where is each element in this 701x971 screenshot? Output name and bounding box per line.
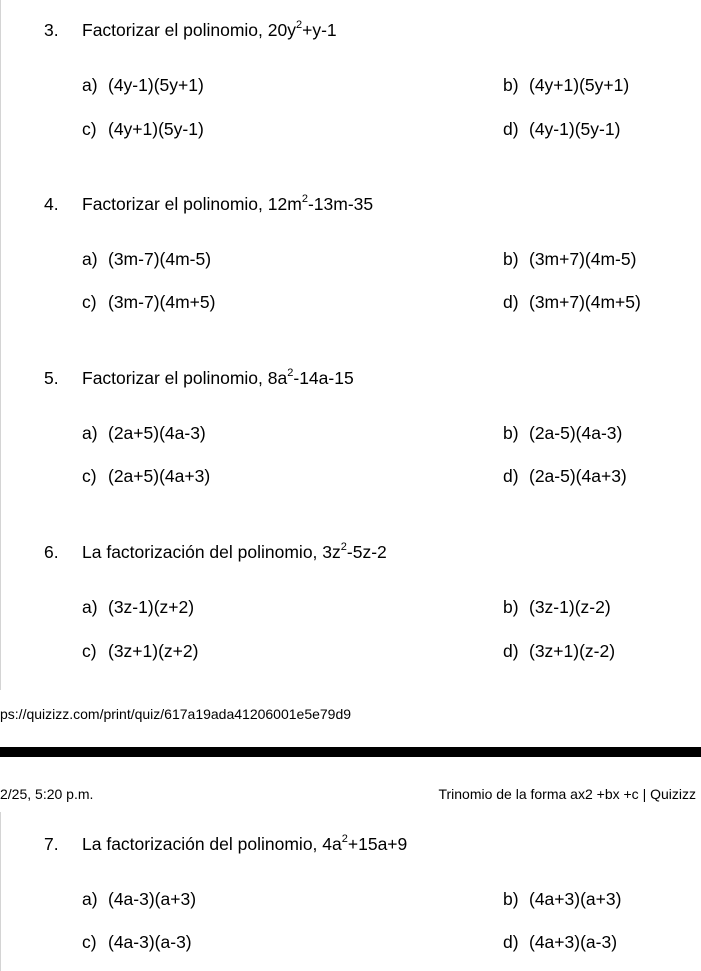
polynomial-exponent: 2 xyxy=(341,833,348,845)
option-text: (4a-3)(a+3) xyxy=(108,889,197,909)
option-text: (2a-5)(4a+3) xyxy=(529,466,627,486)
option-text: (4y-1)(5y+1) xyxy=(108,75,204,95)
option-letter: a) xyxy=(82,597,98,617)
option-letter: d) xyxy=(503,466,519,486)
option-letter: b) xyxy=(503,597,519,617)
header-title: Trinomio de la forma ax2 +bx +c | Quizizz xyxy=(438,786,696,802)
option-text: (4a+3)(a+3) xyxy=(529,889,622,909)
option-letter: d) xyxy=(503,119,519,139)
option-letter: a) xyxy=(82,423,98,443)
option-b[interactable] xyxy=(503,249,636,270)
option-text: (3z+1)(z-2) xyxy=(529,641,616,661)
option-text: (4y-1)(5y-1) xyxy=(529,119,621,139)
question-number: 6. xyxy=(44,542,59,562)
option-b[interactable] xyxy=(503,597,611,618)
polynomial-base: 8a xyxy=(267,368,288,388)
question-number: 4. xyxy=(44,194,59,214)
polynomial-rest: +y-1 xyxy=(302,20,337,40)
option-text: (2a-5)(4a-3) xyxy=(529,423,623,443)
option-text: (4y+1)(5y-1) xyxy=(108,119,204,139)
option-text: (4y+1)(5y+1) xyxy=(529,75,630,95)
question-line xyxy=(44,20,337,41)
header-datetime: 2/25, 5:20 p.m. xyxy=(0,786,94,802)
option-d[interactable] xyxy=(503,119,620,140)
option-letter: d) xyxy=(503,292,519,312)
question-prompt: Factorizar el polinomio, xyxy=(82,368,263,388)
question-number: 5. xyxy=(44,368,59,388)
option-letter: b) xyxy=(503,423,519,443)
question-number: 3. xyxy=(44,20,59,40)
option-c[interactable] xyxy=(82,932,192,953)
option-text: (2a+5)(4a+3) xyxy=(108,466,211,486)
option-d[interactable] xyxy=(503,466,627,487)
option-text: (3m+7)(4m-5) xyxy=(529,249,637,269)
option-c[interactable] xyxy=(82,292,215,313)
polynomial-rest: +15a+9 xyxy=(347,834,408,854)
question-line xyxy=(44,834,407,855)
option-text: (3z+1)(z+2) xyxy=(108,641,199,661)
page-break-bar xyxy=(0,747,701,757)
option-c[interactable] xyxy=(82,641,198,662)
option-text: (3z-1)(z+2) xyxy=(108,597,195,617)
option-letter: c) xyxy=(82,932,97,952)
option-c[interactable] xyxy=(82,466,210,487)
option-letter: a) xyxy=(82,75,98,95)
option-c[interactable] xyxy=(82,119,204,140)
polynomial-exponent: 2 xyxy=(287,367,294,379)
footer-url[interactable]: ps://quizizz.com/print/quiz/617a19ada41206001e5e79d9 xyxy=(0,706,352,722)
option-a[interactable] xyxy=(82,249,211,270)
option-b[interactable] xyxy=(503,75,629,96)
question-line xyxy=(44,542,387,563)
question-prompt: Factorizar el polinomio, xyxy=(82,20,263,40)
polynomial-exponent: 2 xyxy=(340,541,347,553)
option-a[interactable] xyxy=(82,423,206,444)
option-letter: a) xyxy=(82,249,98,269)
option-letter: b) xyxy=(503,889,519,909)
option-letter: b) xyxy=(503,75,519,95)
option-text: (3m+7)(4m+5) xyxy=(529,292,641,312)
option-d[interactable] xyxy=(503,641,615,662)
option-a[interactable] xyxy=(82,75,204,96)
polynomial-base: 4a xyxy=(322,834,342,854)
polynomial-rest: -13m-35 xyxy=(307,194,374,214)
option-b[interactable] xyxy=(503,423,622,444)
polynomial-rest: -14a-15 xyxy=(293,368,354,388)
option-letter: c) xyxy=(82,119,97,139)
polynomial-exponent: 2 xyxy=(301,193,308,205)
option-text: (3z-1)(z-2) xyxy=(529,597,611,617)
question-line xyxy=(44,194,373,215)
option-b[interactable] xyxy=(503,889,621,910)
question-prompt: Factorizar el polinomio, xyxy=(82,194,263,214)
option-text: (2a+5)(4a-3) xyxy=(108,423,206,443)
question-line xyxy=(44,368,354,389)
polynomial-base: 20y xyxy=(267,20,296,40)
option-text: (4a+3)(a-3) xyxy=(529,932,618,952)
option-letter: c) xyxy=(82,641,97,661)
option-d[interactable] xyxy=(503,292,641,313)
option-text: (3m-7)(4m-5) xyxy=(108,249,212,269)
option-letter: d) xyxy=(503,641,519,661)
polynomial-base: 3z xyxy=(322,542,341,562)
option-letter: b) xyxy=(503,249,519,269)
option-a[interactable] xyxy=(82,597,194,618)
option-letter: a) xyxy=(82,889,98,909)
option-letter: d) xyxy=(503,932,519,952)
option-letter: c) xyxy=(82,466,97,486)
option-d[interactable] xyxy=(503,932,617,953)
polynomial-exponent: 2 xyxy=(296,19,303,31)
question-prompt: La factorización del polinomio, xyxy=(82,834,318,854)
page-left-border xyxy=(0,812,1,971)
question-number: 7. xyxy=(44,834,59,854)
polynomial-base: 12m xyxy=(267,194,302,214)
option-a[interactable] xyxy=(82,889,196,910)
polynomial-rest: -5z-2 xyxy=(346,542,387,562)
page-left-border xyxy=(0,0,1,690)
option-text: (4a-3)(a-3) xyxy=(108,932,192,952)
option-letter: c) xyxy=(82,292,97,312)
option-text: (3m-7)(4m+5) xyxy=(108,292,216,312)
question-prompt: La factorización del polinomio, xyxy=(82,542,318,562)
